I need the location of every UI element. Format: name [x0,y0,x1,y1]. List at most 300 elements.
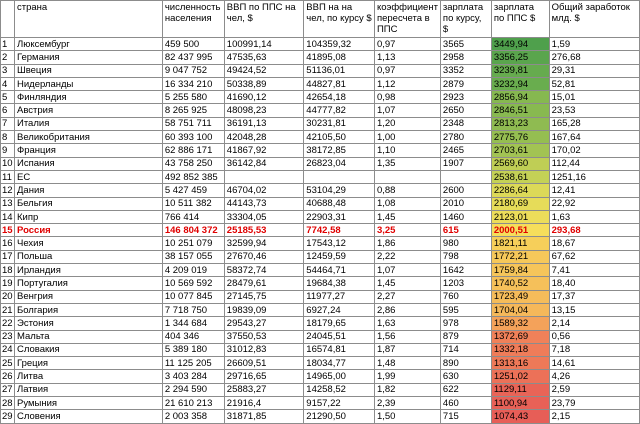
header-population: численность населения [162,1,224,38]
wage-ppp-cell: 1704,04 [491,303,549,316]
coefficient-cell: 1,20 [374,117,440,130]
total-earnings-cell: 2,14 [549,317,639,330]
row-index: 8 [1,131,15,144]
population-cell: 5 255 580 [162,91,224,104]
wage-ppp-cell: 1759,84 [491,264,549,277]
row-index: 15 [2,224,13,236]
population-cell: 8 265 925 [162,104,224,117]
row-index: 10 [2,158,13,170]
coefficient-cell: 0,98 [374,91,440,104]
population-cell: 16 334 210 [162,77,224,90]
gdp-rate-cell: 21290,50 [304,410,375,423]
table-row [1,330,640,343]
country-cell: Словакия [14,343,162,356]
total-earnings-cell: 2,15 [549,410,639,423]
gdp-rate-cell: 11977,27 [304,290,375,303]
coefficient-cell: 1,45 [374,277,440,290]
wage-ppp-cell: 2846,51 [491,104,549,117]
coefficient-cell: 1,99 [374,370,440,383]
table-row [1,197,640,210]
gdp-ppp-cell: 49424,52 [224,64,304,77]
gdp-ppp-cell: 46704,02 [224,184,304,197]
country-cell: Великобритания [14,131,162,144]
gdp-ppp-cell: 44143,73 [224,197,304,210]
population-cell: 459 500 [162,38,224,51]
total-earnings-cell: 170,02 [549,144,639,157]
row-index: 19 [2,277,13,289]
total-earnings-cell: 0,56 [549,330,639,343]
country-cell: Россия [14,224,162,237]
gdp-rate-cell: 42105,50 [304,131,375,144]
population-cell: 38 157 055 [162,250,224,263]
table-row [1,91,640,104]
wage-rate-cell: 2010 [440,197,491,210]
gdp-ppp-cell: 31871,85 [224,410,304,423]
total-earnings-cell: 112,44 [549,157,639,170]
wage-ppp-cell: 2775,76 [491,131,549,144]
wage-ppp-cell: 3232,94 [491,77,549,90]
coefficient-cell: 1,13 [374,51,440,64]
coefficient-cell [374,170,440,183]
gdp-rate-cell: 53104,29 [304,184,375,197]
wage-rate-cell: 2879 [440,77,491,90]
table-row [1,38,640,51]
total-earnings-cell: 276,68 [549,51,639,64]
gdp-ppp-cell: 26609,51 [224,357,304,370]
wage-ppp-cell: 2569,60 [491,157,549,170]
header-wage-rate: зарплата по курсу, $ [440,1,491,38]
wage-rate-cell [440,170,491,183]
wage-rate-cell: 2923 [440,91,491,104]
table-row [1,131,640,144]
gdp-ppp-cell: 41867,92 [224,144,304,157]
total-earnings-cell: 52,81 [549,77,639,90]
wage-rate-cell: 1907 [440,157,491,170]
population-cell: 766 414 [162,210,224,223]
gdp-rate-cell: 18034,77 [304,357,375,370]
gdp-rate-cell: 44827,81 [304,77,375,90]
total-earnings-cell: 7,18 [549,343,639,356]
wage-ppp-cell: 1074,43 [491,410,549,423]
country-cell: Польша [14,250,162,263]
total-earnings-cell: 23,53 [549,104,639,117]
country-cell: Чехия [14,237,162,250]
total-earnings-cell: 7,41 [549,264,639,277]
wage-ppp-cell: 1251,02 [491,370,549,383]
wage-rate-cell: 3565 [440,38,491,51]
wage-ppp-cell: 2813,23 [491,117,549,130]
table-row [1,264,640,277]
gdp-ppp-cell: 50338,89 [224,77,304,90]
row-index: 18 [2,264,13,276]
gdp-rate-cell: 19684,38 [304,277,375,290]
country-cell: Испания [14,157,162,170]
coefficient-cell: 1,00 [374,131,440,144]
coefficient-cell: 1,86 [374,237,440,250]
country-cell: Швеция [14,64,162,77]
gdp-ppp-cell: 32599,94 [224,237,304,250]
total-earnings-cell: 13,15 [549,303,639,316]
wage-rate-cell: 2600 [440,184,491,197]
country-cell: Австрия [14,104,162,117]
country-cell: Финляндия [14,91,162,104]
row-index: 23 [2,331,13,343]
gdp-rate-cell: 51136,01 [304,64,375,77]
wage-ppp-cell: 2703,61 [491,144,549,157]
gdp-ppp-cell: 48098,23 [224,104,304,117]
coefficient-cell: 2,22 [374,250,440,263]
gdp-ppp-cell: 100991,14 [224,38,304,51]
country-cell: Словения [14,410,162,423]
wage-rate-cell: 2780 [440,131,491,144]
gdp-ppp-cell: 31012,83 [224,343,304,356]
table-row [1,357,640,370]
population-cell: 7 718 750 [162,303,224,316]
wage-ppp-cell: 1821,11 [491,237,549,250]
population-cell: 1 344 684 [162,317,224,330]
total-earnings-cell: 4,26 [549,370,639,383]
row-index: 13 [2,198,13,210]
row-index: 26 [2,371,13,383]
population-cell: 492 852 385 [162,170,224,183]
gdp-rate-cell: 16574,81 [304,343,375,356]
population-cell: 9 047 752 [162,64,224,77]
country-cell: Дания [14,184,162,197]
coefficient-cell: 1,50 [374,410,440,423]
total-earnings-cell: 17,37 [549,290,639,303]
wage-rate-cell: 760 [440,290,491,303]
population-cell: 146 804 372 [162,224,224,237]
wage-rate-cell: 595 [440,303,491,316]
wage-ppp-cell: 1100,94 [491,397,549,410]
row-index: 4 [1,77,15,90]
header-gdp-rate: ВВП на на чел, по курсу $ [304,1,375,38]
wage-rate-cell: 630 [440,370,491,383]
population-cell: 3 403 284 [162,370,224,383]
gdp-rate-cell: 42654,18 [304,91,375,104]
total-earnings-cell: 23,79 [549,397,639,410]
coefficient-cell: 3,25 [374,224,440,237]
row-index: 25 [2,357,13,369]
header-index [1,1,15,38]
row-index: 2 [1,51,15,64]
total-earnings-cell: 1,59 [549,38,639,51]
gdp-rate-cell: 7742,58 [304,224,375,237]
population-cell: 10 077 845 [162,290,224,303]
gdp-rate-cell: 54464,71 [304,264,375,277]
population-cell: 82 437 995 [162,51,224,64]
wage-rate-cell: 2650 [440,104,491,117]
wage-rate-cell: 1460 [440,210,491,223]
country-cell: Венгрия [14,290,162,303]
country-cell: Бельгия [14,197,162,210]
coefficient-cell: 0,88 [374,184,440,197]
gdp-ppp-cell: 37550,53 [224,330,304,343]
gdp-rate-cell [304,170,375,183]
population-cell: 4 209 019 [162,264,224,277]
total-earnings-cell: 18,40 [549,277,639,290]
wage-rate-cell: 715 [440,410,491,423]
coefficient-cell: 1,45 [374,210,440,223]
coefficient-cell: 1,12 [374,77,440,90]
table-row [1,170,640,183]
row-index: 16 [2,238,13,250]
table-row [1,77,640,90]
row-index: 3 [1,64,15,77]
total-earnings-cell: 165,28 [549,117,639,130]
table-row [1,397,640,410]
table-row [1,224,640,237]
coefficient-cell: 1,08 [374,197,440,210]
wage-ppp-cell: 3239,81 [491,64,549,77]
gdp-rate-cell: 12459,59 [304,250,375,263]
gdp-rate-cell: 22903,31 [304,210,375,223]
total-earnings-cell: 12,41 [549,184,639,197]
table-row [1,410,640,423]
header-ppp-coefficient: коэффициент пересчета в ППС [374,1,440,38]
wage-rate-cell: 1203 [440,277,491,290]
population-cell: 404 346 [162,330,224,343]
table-row [1,383,640,396]
population-cell: 60 393 100 [162,131,224,144]
wage-rate-cell: 978 [440,317,491,330]
gdp-rate-cell: 14965,00 [304,370,375,383]
population-cell: 2 003 358 [162,410,224,423]
gdp-rate-cell: 104359,32 [304,38,375,51]
gdp-ppp-cell: 21916,4 [224,397,304,410]
population-cell: 5 389 180 [162,343,224,356]
gdp-ppp-cell: 27670,46 [224,250,304,263]
table-row [1,343,640,356]
gdp-ppp-cell: 25883,27 [224,383,304,396]
wage-rate-cell: 890 [440,357,491,370]
total-earnings-cell: 15,01 [549,91,639,104]
gdp-ppp-cell: 25185,53 [224,224,304,237]
gdp-rate-cell: 24045,51 [304,330,375,343]
total-earnings-cell: 67,62 [549,250,639,263]
country-cell: Португалия [14,277,162,290]
wage-rate-cell: 2348 [440,117,491,130]
coefficient-cell: 1,35 [374,157,440,170]
row-index: 12 [2,184,13,196]
table-row [1,303,640,316]
gdp-rate-cell: 18179,65 [304,317,375,330]
total-earnings-cell: 1,63 [549,210,639,223]
row-index: 1 [1,38,15,51]
wage-rate-cell: 714 [440,343,491,356]
gdp-ppp-cell: 33304,05 [224,210,304,223]
wage-rate-cell: 1642 [440,264,491,277]
country-cell: Германия [14,51,162,64]
population-cell: 58 751 711 [162,117,224,130]
population-cell: 10 569 592 [162,277,224,290]
gdp-rate-cell: 41895,08 [304,51,375,64]
population-cell: 11 125 205 [162,357,224,370]
country-cell: Мальта [14,330,162,343]
row-index: 7 [1,117,15,130]
wage-ppp-cell: 2123,01 [491,210,549,223]
gdp-ppp-cell: 58372,74 [224,264,304,277]
total-earnings-cell: 1251,16 [549,170,639,183]
gdp-ppp-cell: 29716,65 [224,370,304,383]
wage-rate-cell: 3352 [440,64,491,77]
table-row [1,64,640,77]
wage-rate-cell: 2958 [440,51,491,64]
gdp-ppp-cell: 19839,09 [224,303,304,316]
table-row [1,210,640,223]
coefficient-cell: 1,07 [374,104,440,117]
population-cell: 43 758 250 [162,157,224,170]
row-index: 20 [2,291,13,303]
total-earnings-cell: 2,59 [549,383,639,396]
table-row [1,370,640,383]
table-row [1,290,640,303]
country-cell: Нидерланды [14,77,162,90]
total-earnings-cell: 14,61 [549,357,639,370]
gdp-rate-cell: 9157,22 [304,397,375,410]
header-wage-ppp: зарплата по ППС $ [491,1,549,38]
total-earnings-cell: 167,64 [549,131,639,144]
coefficient-cell: 1,48 [374,357,440,370]
country-cell: Италия [14,117,162,130]
total-earnings-cell: 293,68 [549,224,639,237]
gdp-ppp-cell: 36191,13 [224,117,304,130]
wage-rate-cell: 798 [440,250,491,263]
country-cell: ЕС [14,170,162,183]
total-earnings-cell: 29,31 [549,64,639,77]
population-cell: 21 610 213 [162,397,224,410]
wage-rate-cell: 2465 [440,144,491,157]
coefficient-cell: 1,87 [374,343,440,356]
population-cell: 10 511 382 [162,197,224,210]
gdp-rate-cell: 30231,81 [304,117,375,130]
gdp-ppp-cell: 36142,84 [224,157,304,170]
wage-ppp-cell: 1332,18 [491,343,549,356]
wage-ppp-cell: 2856,94 [491,91,549,104]
coefficient-cell: 2,86 [374,303,440,316]
row-index: 22 [2,317,13,329]
coefficient-cell: 1,10 [374,144,440,157]
gdp-ppp-cell: 41690,12 [224,91,304,104]
wage-ppp-cell: 2000,51 [491,224,549,237]
row-index: 24 [2,344,13,356]
country-cell: Латвия [14,383,162,396]
row-index: 6 [1,104,15,117]
table-row [1,237,640,250]
wage-ppp-cell: 1313,16 [491,357,549,370]
coefficient-cell: 1,56 [374,330,440,343]
country-cell: Люксембург [14,38,162,51]
coefficient-cell: 1,63 [374,317,440,330]
total-earnings-cell: 22,92 [549,197,639,210]
wage-rate-cell: 622 [440,383,491,396]
wage-ppp-cell: 2286,64 [491,184,549,197]
gdp-rate-cell: 40688,48 [304,197,375,210]
table-row [1,184,640,197]
wage-rate-cell: 980 [440,237,491,250]
population-cell: 10 251 079 [162,237,224,250]
row-index: 27 [2,384,13,396]
coefficient-cell: 2,27 [374,290,440,303]
header-row [1,1,640,38]
gdp-rate-cell: 26823,04 [304,157,375,170]
wage-rate-cell: 879 [440,330,491,343]
coefficient-cell: 0,97 [374,64,440,77]
wage-ppp-cell: 2180,69 [491,197,549,210]
gdp-ppp-cell: 27145,75 [224,290,304,303]
wage-ppp-cell: 3356,25 [491,51,549,64]
table-row [1,51,640,64]
coefficient-cell: 1,07 [374,264,440,277]
wage-ppp-cell: 3449,94 [491,38,549,51]
table-row [1,117,640,130]
gdp-ppp-cell: 28479,61 [224,277,304,290]
row-index: 5 [1,91,15,104]
country-cell: Франция [14,144,162,157]
gdp-rate-cell: 38172,85 [304,144,375,157]
population-cell: 2 294 590 [162,383,224,396]
row-index: 17 [2,251,13,263]
country-cell: Румыния [14,397,162,410]
gdp-ppp-cell: 47535,63 [224,51,304,64]
table-row [1,157,640,170]
table-row [1,277,640,290]
gdp-rate-cell: 17543,12 [304,237,375,250]
wage-ppp-cell: 1772,21 [491,250,549,263]
row-index: 29 [2,410,13,422]
header-total-earnings: Общий заработок млд. $ [549,1,639,38]
total-earnings-cell: 18,67 [549,237,639,250]
country-cell: Кипр [14,210,162,223]
table-row [1,317,640,330]
population-cell: 5 427 459 [162,184,224,197]
country-cell: Болгария [14,303,162,316]
row-index: 14 [2,211,13,223]
gdp-ppp-cell: 42048,28 [224,131,304,144]
header-country: страна [14,1,162,38]
coefficient-cell: 2,39 [374,397,440,410]
country-cell: Ирландия [14,264,162,277]
population-cell: 62 886 171 [162,144,224,157]
wage-ppp-cell: 1589,32 [491,317,549,330]
wage-ppp-cell: 1723,49 [491,290,549,303]
row-index: 9 [1,144,15,157]
country-cell: Греция [14,357,162,370]
gdp-rate-cell: 14258,52 [304,383,375,396]
gdp-rate-cell: 44777,82 [304,104,375,117]
wage-ppp-cell: 2538,61 [491,170,549,183]
coefficient-cell: 1,82 [374,383,440,396]
wage-ppp-cell: 1129,11 [491,383,549,396]
gdp-ppp-cell [224,170,304,183]
wage-ppp-cell: 1740,52 [491,277,549,290]
table-row [1,104,640,117]
country-cell: Литва [14,370,162,383]
wage-ppp-cell: 1372,69 [491,330,549,343]
gdp-ppp-cell: 29543,27 [224,317,304,330]
gdp-rate-cell: 6927,24 [304,303,375,316]
table-row [1,250,640,263]
header-gdp-ppp: ВВП по ППС на чел, $ [224,1,304,38]
table-row [1,144,640,157]
row-index: 11 [1,170,15,183]
row-index: 28 [2,397,13,409]
country-cell: Эстония [14,317,162,330]
coefficient-cell: 0,97 [374,38,440,51]
wage-rate-cell: 460 [440,397,491,410]
wage-rate-cell: 615 [440,224,491,237]
row-index: 21 [2,304,13,316]
